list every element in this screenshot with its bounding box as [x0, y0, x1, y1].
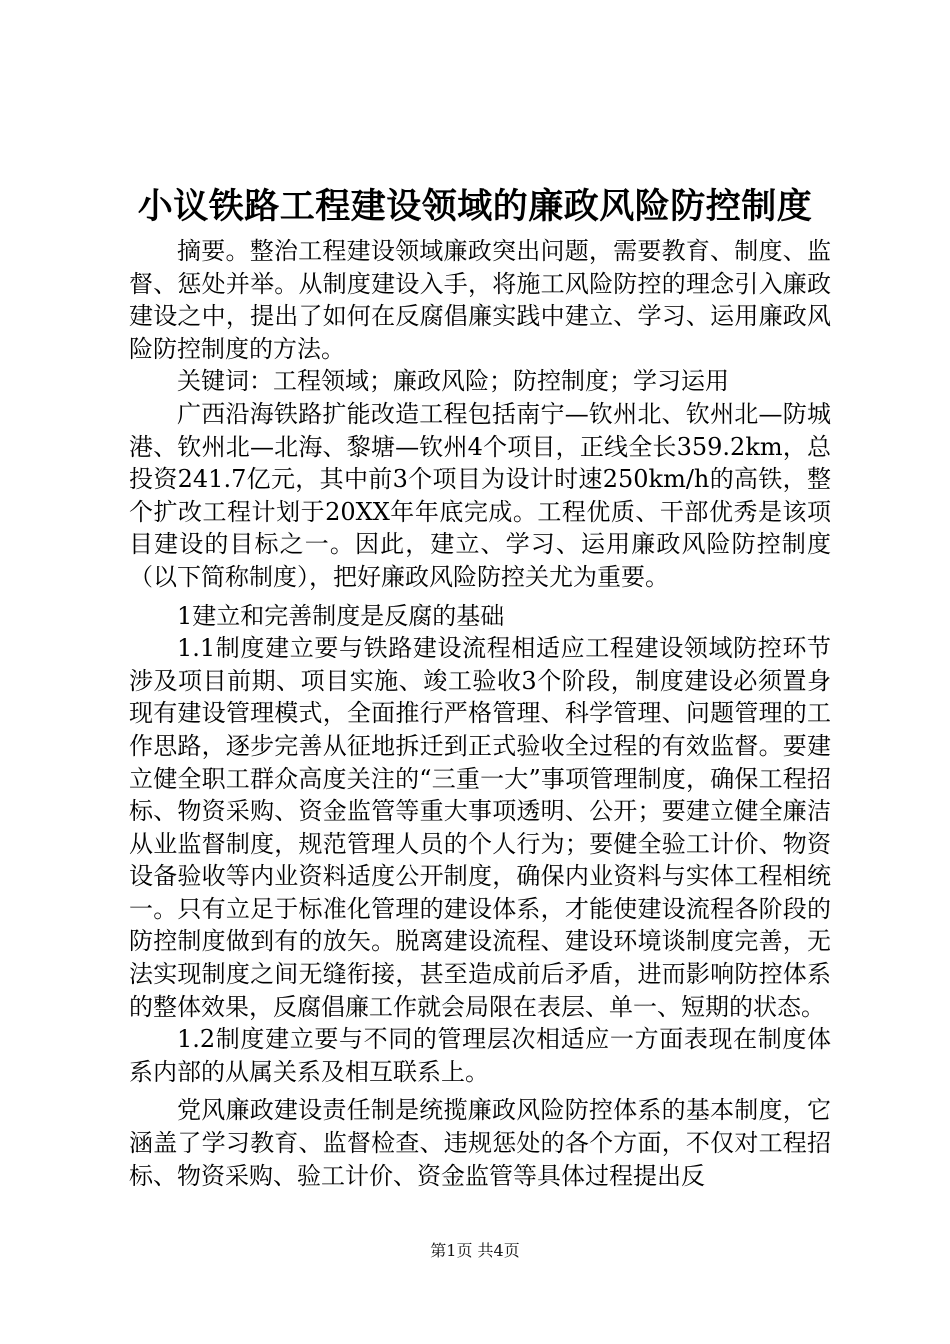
- page-footer: [0, 1240, 950, 1262]
- page-indicator: 第1页 共4页: [430, 1241, 520, 1260]
- document-title: 小议铁路工程建设领域的廉政风险防控制度: [137, 186, 813, 227]
- body-paragraph: 党风廉政建设责任制是统揽廉政风险防控体系的基本制度，它涵盖了学习教育、监督检查、违规惩处的各个方面，不仅对工程招标、物资采购、验工计价、资金监管等具体过程提出反: [129, 1096, 831, 1190]
- section-heading: 1建立和完善制度是反腐的基础: [177, 601, 505, 630]
- document-body: [129, 235, 831, 1192]
- body-paragraph: 1.1制度建立要与铁路建设流程相适应工程建设领域防控环节涉及项目前期、项目实施、竣工验收3个阶段，制度建设必须置身现有建设管理模式，全面推行严格管理、科学管理、问题管理的工作思路，逐步完善从征地拆迁到正式验收全过程的有效监督。要建立健全职工群众高度关注的“三重一大”事项管理制度，确保工程招标、物资采购、资金监管等重大事项透明、公开；要建立健全廉洁从业监督制度，规范管理人员的个人行为；要健全验工计价、物资设备验收等内业资料适度公开制度，确保内业资料与实体工程相统一。只有立足于标准化管理的建设体系，才能使建设流程各阶段的防控制度做到有的放矢。脱离建设流程、建设环境谈制度完善，无法实现制度之间无缝衔接，甚至造成前后矛盾，进而影响防控体系的整体效果，反腐倡廉工作就会局限在表层、单一、短期的状态。: [129, 634, 831, 1021]
- body-paragraph: 广西沿海铁路扩能改造工程包括南宁—钦州北、钦州北—防城港、钦州北—北海、黎塘—钦州4个项目，正线全长359.2km，总投资241.7亿元，其中前3个项目为设计时速250km/h的高铁，整个扩改工程计划于20XX年年底完成。工程优质、干部优秀是该项目建设的目标之一。因此，建立、学习、运用廉政风险防控制度（以下简称制度），把好廉政风险防控关尤为重要。: [129, 399, 831, 591]
- abstract-paragraph: 摘要。整治工程建设领域廉政突出问题，需要教育、制度、监督、惩处并举。从制度建设入手，将施工风险防控的理念引入廉政建设之中，提出了如何在反腐倡廉实践中建立、学习、运用廉政风险防控制度的方法。: [129, 237, 831, 363]
- keywords-paragraph: 关键词：工程领域；廉政风险；防控制度；学习运用: [177, 367, 729, 396]
- body-paragraph: 1.2制度建立要与不同的管理层次相适应一方面表现在制度体系内部的从属关系及相互联系上。: [129, 1025, 831, 1086]
